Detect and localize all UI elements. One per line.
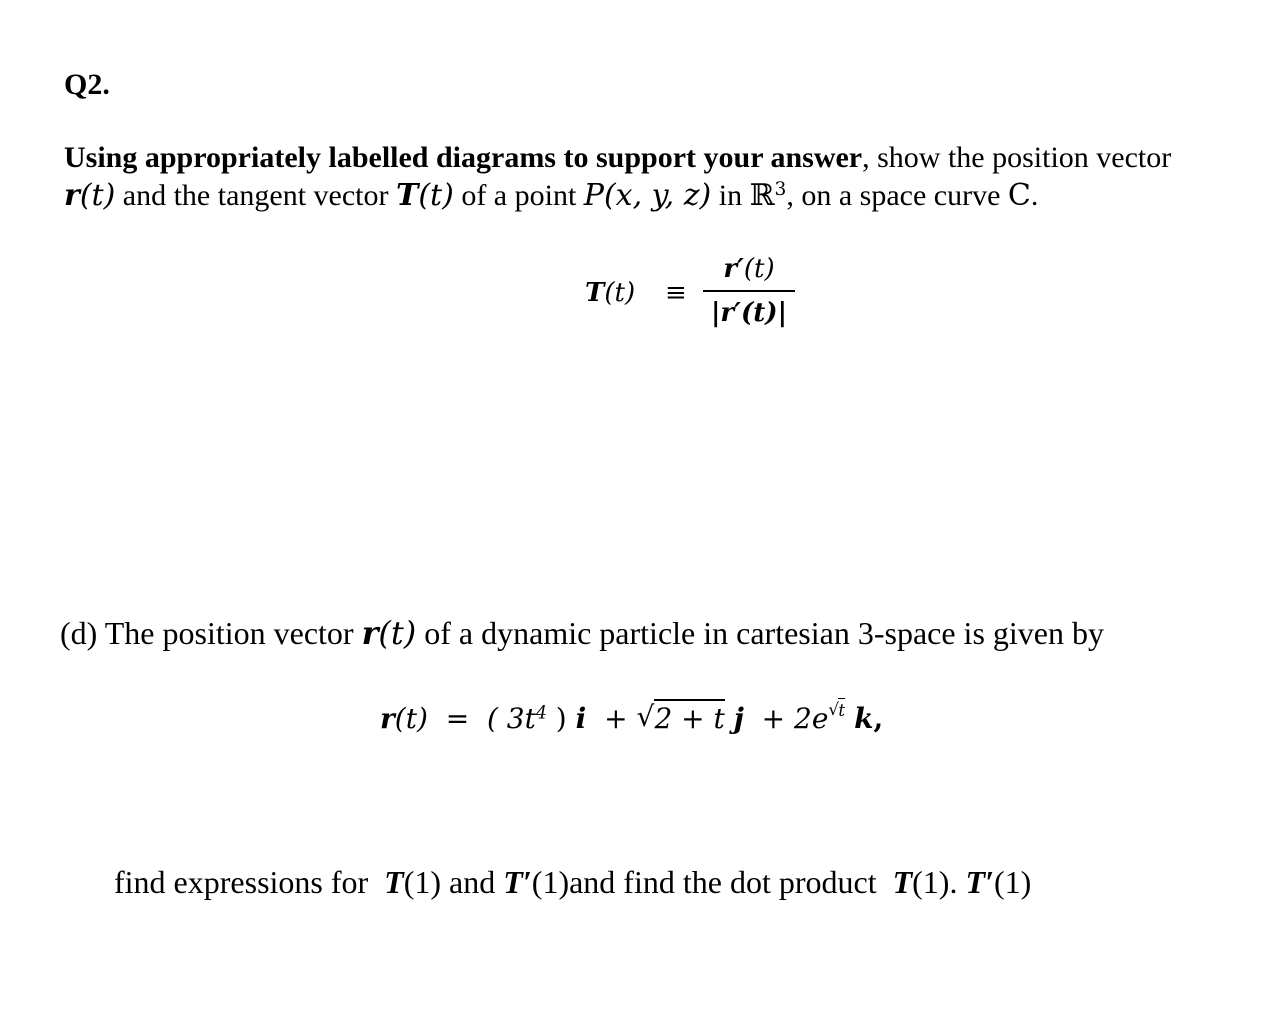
- position-vector-arg: (t): [79, 178, 116, 213]
- find-arg2: (1)and find the dot product: [531, 864, 877, 900]
- fraction-denominator: |r′(t)|: [710, 298, 788, 328]
- tangent-vector-arg: (t): [418, 178, 454, 213]
- unit-vector-j: j: [733, 701, 744, 735]
- fraction-bar: [703, 290, 795, 292]
- intro-of-point: of a point: [461, 179, 577, 212]
- tangent-vector-symbol: T: [396, 178, 419, 213]
- position-vector-symbol: r: [64, 178, 80, 213]
- part-d-text-before: The position vector: [104, 615, 354, 651]
- intro-rest-line1: , show the position vector: [862, 141, 1172, 174]
- formula-plus-2: +: [761, 701, 786, 735]
- intro-and-tangent: and the tangent vector: [122, 179, 389, 212]
- dot-t-symbol: T: [892, 864, 913, 900]
- part-d-label: (d): [60, 615, 98, 651]
- formula-plus-1: +: [604, 701, 628, 735]
- dot-tprime-symbol: T′: [965, 864, 994, 900]
- formula-equals: =: [445, 701, 470, 735]
- unit-vector-k: k: [854, 701, 874, 735]
- unit-tangent-definition: [585, 252, 825, 332]
- find-t-symbol: T: [384, 864, 404, 900]
- unit-vector-i: i: [575, 701, 587, 735]
- intro-period: .: [1030, 179, 1039, 212]
- sqrt-term: √ 2 + t: [636, 699, 725, 735]
- dot-arg1: (1).: [912, 864, 958, 900]
- dot-arg2: (1): [993, 864, 1032, 900]
- equiv-sign: ≡: [665, 278, 687, 308]
- exp-term: 2e √ t: [794, 699, 846, 735]
- intro-on-curve: , on a space curve: [786, 179, 1001, 212]
- find-arg1: (1): [403, 864, 442, 900]
- intro-bold-lead: Using appropriately labelled diagrams to support your answer: [64, 141, 863, 174]
- intro-line-1: [64, 141, 1171, 175]
- real-space-symbol: ℝ$^3$: [749, 178, 787, 213]
- definition-lhs: T(t): [585, 278, 636, 308]
- find-and: and: [449, 864, 496, 900]
- point-p: P(x, y, z): [583, 178, 712, 213]
- position-vector-formula: [380, 700, 883, 735]
- find-tprime-symbol: T′: [503, 864, 532, 900]
- formula-term1: ( $3t^4$ ): [486, 701, 567, 735]
- intro-line-2: [64, 178, 1038, 213]
- curve-name: C: [1007, 178, 1031, 213]
- part-d-statement: [60, 614, 1104, 652]
- formula-lhs-symbol: r: [380, 701, 395, 735]
- definition-fraction: [703, 252, 795, 330]
- part-d-arg: (t): [378, 614, 417, 652]
- question-label: Q2.: [64, 68, 110, 101]
- find-text-before: find expressions for: [114, 864, 369, 900]
- find-statement: [114, 864, 1031, 901]
- formula-comma: ,: [873, 701, 884, 735]
- part-d-text-after: of a dynamic particle in cartesian 3-space is given by: [424, 615, 1104, 651]
- intro-in: in: [718, 179, 743, 212]
- formula-lhs-arg: (t): [394, 701, 428, 735]
- fraction-numerator: r′(t): [723, 254, 775, 284]
- part-d-symbol: r: [361, 614, 379, 652]
